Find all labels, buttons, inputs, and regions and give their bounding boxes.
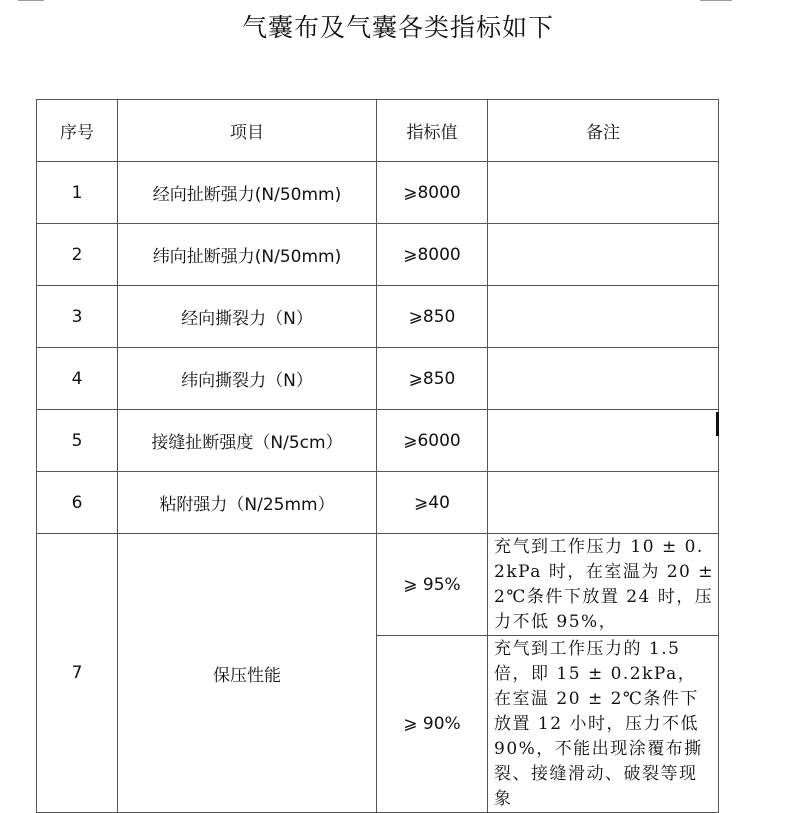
header-value: 指标值	[377, 100, 488, 162]
text-cursor-mark	[716, 412, 719, 436]
corner-crop-mark-right	[700, 0, 732, 1]
table-row	[37, 162, 719, 224]
header-no: 序号	[37, 100, 118, 162]
cell-value: ⩾850	[377, 348, 488, 410]
cell-no: 3	[37, 286, 118, 348]
table-row	[37, 348, 719, 410]
cell-note: 充气到工作压力的 1.5 倍，即 15 ± 0.2kPa，在室温 20 ± 2℃条件下放置 12 小时，压力不低 90%，不能出现涂覆布撕裂、接缝滑动、破裂等现象	[488, 636, 719, 813]
cell-item: 经向扯断强力(N/50mm)	[118, 162, 377, 224]
cell-no: 5	[37, 410, 118, 472]
cell-note	[488, 162, 719, 224]
corner-crop-mark-left	[18, 0, 44, 1]
cell-no: 7	[37, 534, 118, 813]
cell-note	[488, 286, 719, 348]
cell-no: 1	[37, 162, 118, 224]
cell-note	[488, 410, 719, 472]
cell-value: ⩾ 90%	[377, 636, 488, 813]
cell-item: 粘附强力（N/25mm）	[118, 472, 377, 534]
cell-value: ⩾8000	[377, 162, 488, 224]
header-item: 项目	[118, 100, 377, 162]
table-row-pressure-95	[37, 534, 719, 636]
cell-no: 6	[37, 472, 118, 534]
cell-value: ⩾40	[377, 472, 488, 534]
cell-item: 纬向扯断强力(N/50mm)	[118, 224, 377, 286]
cell-no: 2	[37, 224, 118, 286]
cell-item: 纬向撕裂力（N）	[118, 348, 377, 410]
cell-item: 接缝扯断强度（N/5cm）	[118, 410, 377, 472]
cell-note	[488, 224, 719, 286]
spec-table	[36, 99, 719, 813]
cell-value: ⩾ 95%	[377, 534, 488, 636]
cell-item: 经向撕裂力（N）	[118, 286, 377, 348]
cell-item: 保压性能	[118, 534, 377, 813]
table-row	[37, 286, 719, 348]
page-title: 气囊布及气囊各类指标如下	[241, 13, 554, 42]
table-header-row	[37, 100, 719, 162]
cell-note: 充气到工作压力 10 ± 0.2kPa 时，在室温为 20 ± 2℃条件下放置 24 时，压力不低 95%，	[488, 534, 719, 636]
cell-value: ⩾8000	[377, 224, 488, 286]
table-row	[37, 224, 719, 286]
cell-value: ⩾6000	[377, 410, 488, 472]
cell-no: 4	[37, 348, 118, 410]
cell-note	[488, 472, 719, 534]
cell-value: ⩾850	[377, 286, 488, 348]
table-row	[37, 410, 719, 472]
header-note: 备注	[488, 100, 719, 162]
table-row	[37, 472, 719, 534]
cell-note	[488, 348, 719, 410]
